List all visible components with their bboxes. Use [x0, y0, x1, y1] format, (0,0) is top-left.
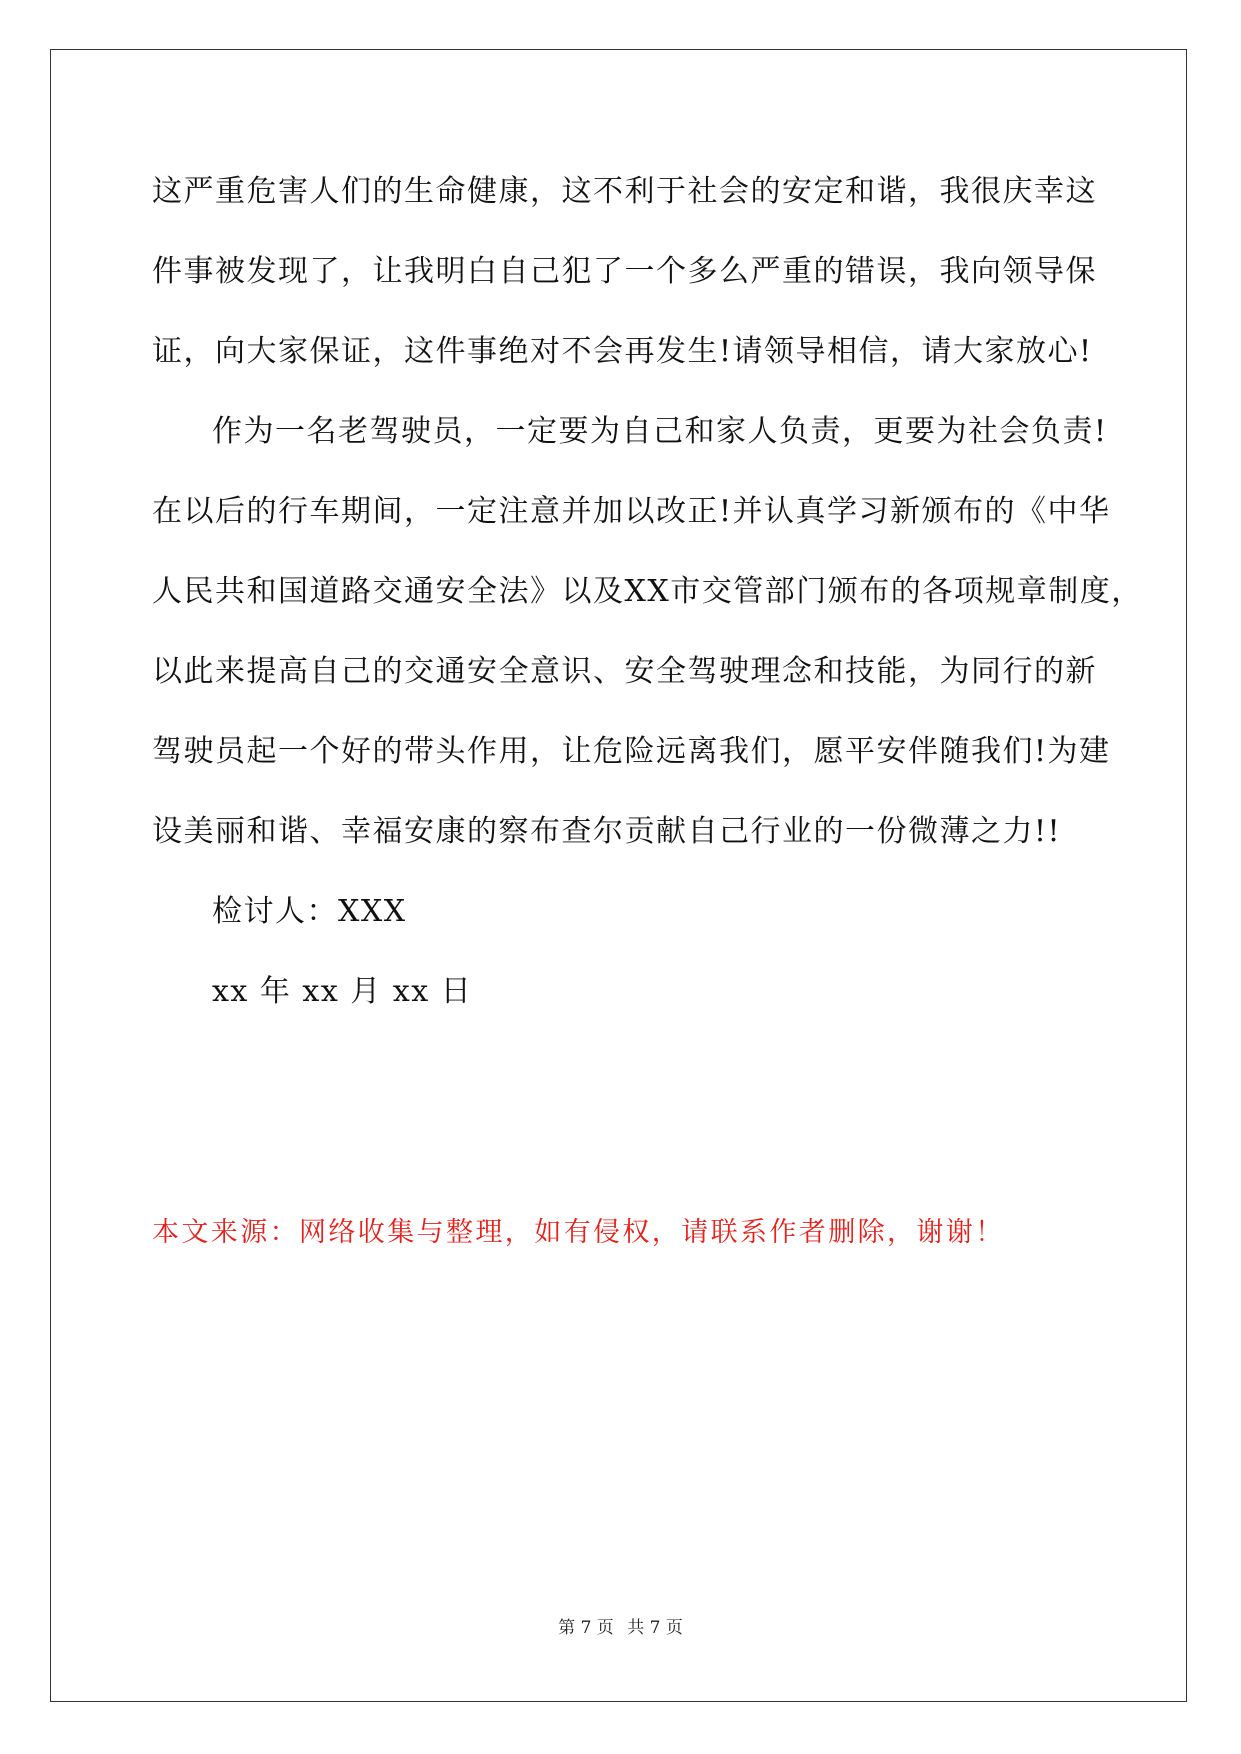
page-current: 第 7 页: [558, 1618, 614, 1638]
body-line-6: 人民共和国道路交通安全法》以及XX市交管部门颁布的各项规章制度，: [152, 574, 1143, 609]
body-line-8: 驾驶员起一个好的带头作用，让危险远离我们，愿平安伴随我们!为建: [152, 734, 1111, 769]
body-line-5: 在以后的行车期间，一定注意并加以改正!并认真学习新颁布的《中华: [152, 494, 1111, 529]
page-total: 共 7 页: [627, 1618, 683, 1638]
page-footer: [0, 1616, 1241, 1640]
body-line-1: 这严重危害人们的生命健康，这不利于社会的安定和谐，我很庆幸这: [152, 174, 1097, 209]
page-border: [50, 49, 1187, 1702]
body-line-3: 证，向大家保证，这件事绝对不会再发生!请领导相信，请大家放心!: [152, 334, 1093, 369]
body-line-7: 以此来提高自己的交通安全意识、安全驾驶理念和技能，为同行的新: [152, 654, 1097, 689]
body-line-2: 件事被发现了，让我明白自己犯了一个多么严重的错误，我向领导保: [152, 254, 1097, 289]
source-note: 本文来源：网络收集与整理，如有侵权，请联系作者删除，谢谢！: [152, 1217, 1005, 1248]
date: xx 年 xx 月 xx 日: [212, 974, 473, 1009]
body-line-9: 设美丽和谐、幸福安康的察布查尔贡献自己行业的一份微薄之力!!: [152, 814, 1062, 849]
signature: 检讨人：XXX: [212, 894, 407, 929]
body-line-4: 作为一名老驾驶员，一定要为自己和家人负责，更要为社会负责!: [212, 414, 1108, 449]
